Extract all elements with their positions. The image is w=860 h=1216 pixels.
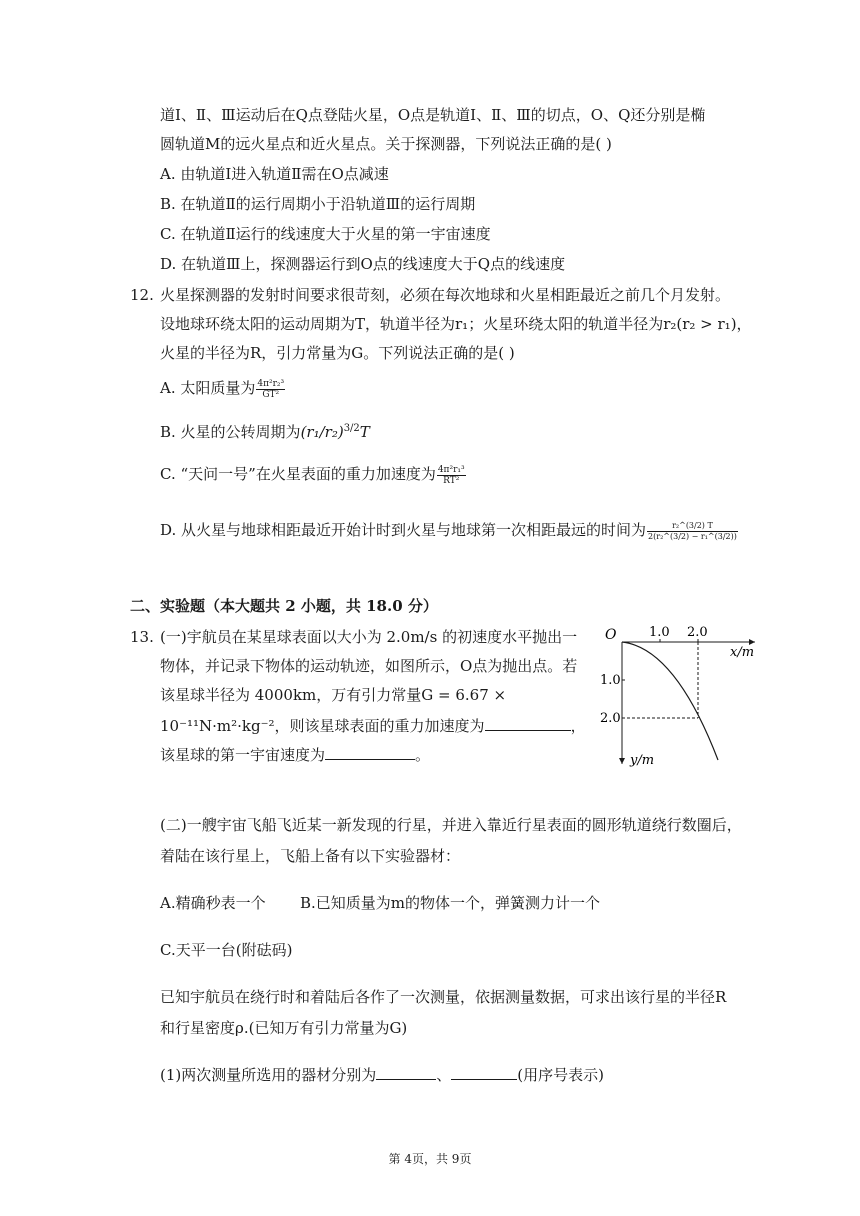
fraction-numerator: 4π²r₁³ xyxy=(437,464,465,475)
fraction-numerator: 4π²r₂³ xyxy=(257,378,285,389)
q13-number: 13. xyxy=(130,628,154,646)
fraction-numerator: r₂^(3/2) T xyxy=(647,521,738,532)
q12-option-a-text: A. 太阳质量为 xyxy=(160,379,256,397)
q13-sub1-text: (1)两次测量所选用的器材分别为 xyxy=(160,1066,377,1084)
q12-option-b-tail: T xyxy=(359,423,370,441)
q13-line4 xyxy=(160,716,586,736)
q13-sub1-separator: 、 xyxy=(436,1066,452,1084)
gravity-answer-blank[interactable] xyxy=(485,716,571,731)
q12-option-d-fraction xyxy=(647,521,738,542)
fraction-denominator: 2(r₂^(3/2) − r₁^(3/2)) xyxy=(648,531,737,541)
y-axis-label: y/m xyxy=(630,753,655,768)
q12-stem-line3: 火星的半径为R，引力常量为G。下列说法正确的是( ) xyxy=(160,344,515,362)
fraction-denominator: GT² xyxy=(262,389,280,400)
q11-option-d: D. 在轨道Ⅲ上，探测器运行到O点的线速度大于Q点的线速度 xyxy=(160,255,566,273)
q12-option-c-fraction xyxy=(437,465,466,486)
origin-label: O xyxy=(605,627,617,643)
q12-option-b-exponent: 3/2 xyxy=(343,423,360,434)
q13-line5-punct: 。 xyxy=(415,746,431,764)
q11-stem-line1: 道Ⅰ、Ⅱ、Ⅲ运动后在Q点登陆火星，O点是轨道Ⅰ、Ⅱ、Ⅲ的切点，O、Q还分别是椭 xyxy=(160,106,706,124)
y-tick-label-1: 1.0 xyxy=(600,673,621,688)
q12-option-d xyxy=(160,520,739,542)
equipment-c: C.天平一台(附砝码) xyxy=(160,941,293,959)
x-axis-label: x/m xyxy=(730,645,755,660)
q13-line5 xyxy=(160,745,430,765)
q13-line1: (一)宇航员在某星球表面以大小为 2.0m/s 的初速度水平抛出一 xyxy=(160,628,578,646)
q13-line5-text: 该星球的第一宇宙速度为 xyxy=(160,746,326,764)
q12-option-a-fraction xyxy=(256,379,285,400)
q13-part2-line1: (二)一艘宇宙飞船飞近某一新发现的行星，并进入靠近行星表面的圆形轨道绕行数圈后， xyxy=(160,816,742,834)
trajectory-figure xyxy=(600,622,760,772)
equipment-a: A.精确秒表一个 xyxy=(160,894,266,912)
q11-stem-line2: 圆轨道M的远火星点和近火星点。关于探测器，下列说法正确的是( ) xyxy=(160,135,612,153)
q12-stem-line2: 设地球环绕太阳的运动周期为T，轨道半径为r₁；火星环绕太阳的轨道半径为r₂(r₂ > r₁)， xyxy=(160,315,752,333)
q12-option-b-text: B. 火星的公转周期为 xyxy=(160,423,301,441)
x-tick-label-1: 1.0 xyxy=(649,625,670,640)
q12-number: 12. xyxy=(130,286,154,304)
equipment-b: B.已知质量为m的物体一个，弹簧测力计一个 xyxy=(300,894,601,912)
q13-line2: 物体，并记录下物体的运动轨迹，如图所示，O点为抛出点。若 xyxy=(160,657,578,675)
x-tick-label-2: 2.0 xyxy=(687,625,708,640)
q11-option-c: C. 在轨道Ⅱ运行的线速度大于火星的第一宇宙速度 xyxy=(160,225,491,243)
y-tick-label-2: 2.0 xyxy=(600,711,621,726)
q13-part2-line2: 着陆在该行星上，飞船上备有以下实验器材： xyxy=(160,847,461,865)
q13-line4-punct: ， xyxy=(570,717,586,735)
q12-option-a xyxy=(160,378,286,400)
q13-sub1-hint: (用序号表示) xyxy=(517,1066,604,1084)
q13-known-line1: 已知宇航员在绕行时和着陆后各作了一次测量，依据测量数据，可求出该行星的半径R xyxy=(160,988,727,1006)
q11-option-b: B. 在轨道Ⅱ的运行周期小于沿轨道Ⅲ的运行周期 xyxy=(160,195,476,213)
q13-sub1 xyxy=(160,1065,604,1085)
q13-line4-text: 10⁻¹¹N·m²·kg⁻²，则该星球表面的重力加速度为 xyxy=(160,717,485,735)
page-footer: 第 4页，共 9页 xyxy=(388,1152,472,1166)
q12-option-d-text: D. 从火星与地球相距最近开始计时到火星与地球第一次相距最远的时间为 xyxy=(160,521,647,539)
equipment-answer-blank-1[interactable] xyxy=(376,1065,436,1080)
section-heading: 二、实验题（本大题共 2 小题，共 18.0 分） xyxy=(130,597,438,615)
equipment-answer-blank-2[interactable] xyxy=(451,1065,517,1080)
q12-option-b-expr: (r₁/r₂) xyxy=(300,423,344,441)
q12-stem-line1: 火星探测器的发射时间要求很苛刻，必须在每次地球和火星相距最近之前几个月发射。 xyxy=(160,286,731,304)
first-cosmic-speed-blank[interactable] xyxy=(325,745,415,760)
q13-known-line2: 和行星密度ρ.(已知万有引力常量为G) xyxy=(160,1019,408,1037)
q13-line3: 该星球半径为 4000km，万有引力常量G = 6.67 × xyxy=(160,686,507,704)
q12-option-c xyxy=(160,464,467,486)
q12-option-b xyxy=(160,422,370,442)
q12-option-c-text: C. “天问一号”在火星表面的重力加速度为 xyxy=(160,465,436,483)
trajectory-curve xyxy=(622,642,718,760)
fraction-denominator: RT² xyxy=(443,475,460,486)
q11-option-a: A. 由轨道Ⅰ进入轨道Ⅱ需在O点减速 xyxy=(160,165,389,183)
